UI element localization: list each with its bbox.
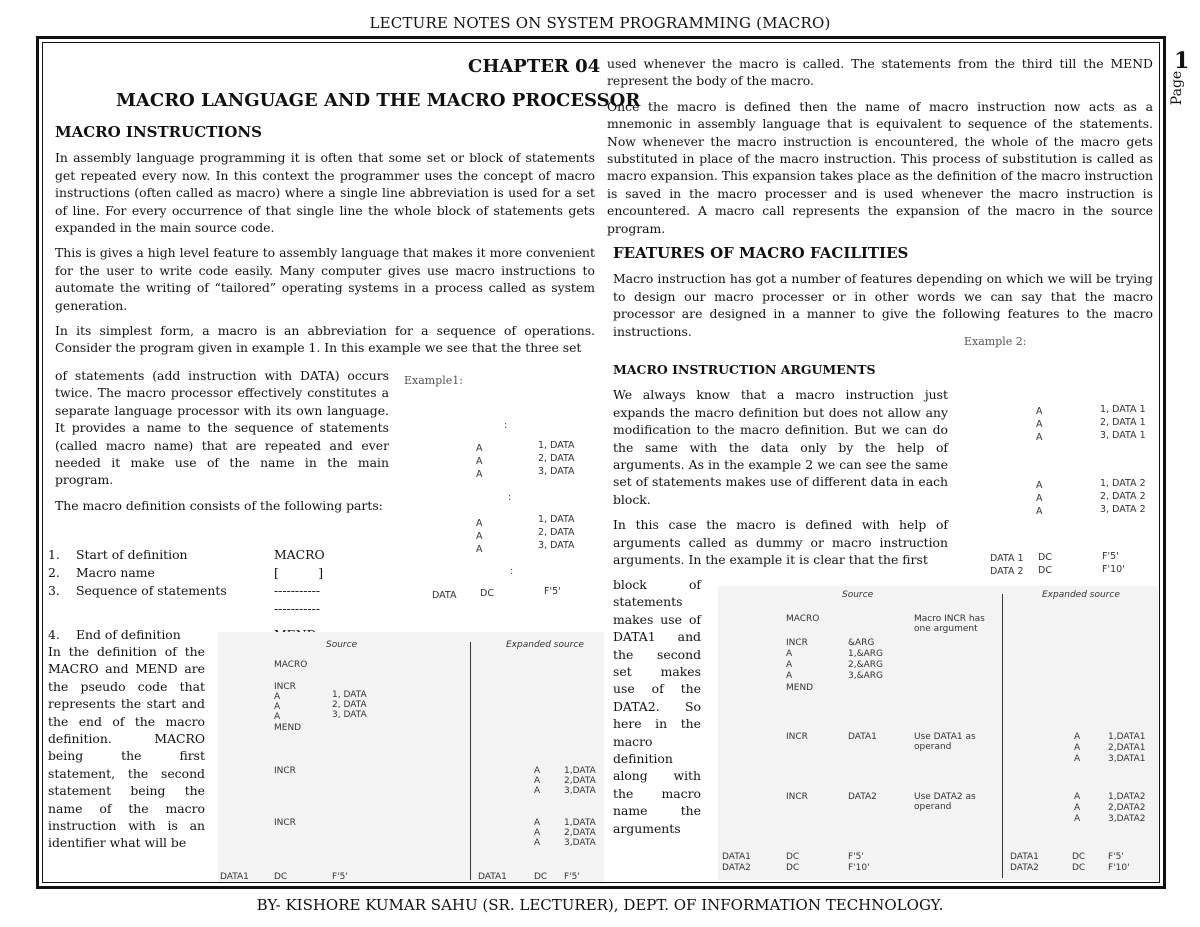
exp-op: A — [1074, 803, 1081, 813]
ex2-data-dc: DC — [1038, 565, 1052, 576]
def-op: A — [274, 692, 281, 702]
ex2-op: A — [1036, 506, 1043, 517]
ex1-op: A — [476, 456, 483, 467]
paragraph: used whenever the macro is called. The statements from the third till the MEND represent the body of the macro. — [607, 56, 1153, 89]
ex2-op: A — [1036, 493, 1043, 504]
exp-arg: 2,DATA1 — [1108, 743, 1146, 753]
list-item — [48, 600, 378, 618]
item-num: 3. — [48, 583, 60, 598]
def-arg: 2, DATA — [332, 700, 367, 710]
section-heading-features: FEATURES OF MACRO FACILITIES — [613, 244, 909, 263]
ex1-data-label: DATA — [432, 590, 457, 601]
paragraph: We always know that a macro instruction just expands the macro definition but does not allow any modification to the macro definition. But we can do the same with the data only by the help of arguments. As in the example 2 we can see the same set of statements makes use of different data in each block. — [613, 387, 948, 507]
mend-keyword: MEND — [274, 723, 302, 733]
ex1-op: A — [476, 544, 483, 555]
ex1-arg: 2, DATA — [538, 527, 575, 538]
exp-arg: 2,DATA — [564, 828, 596, 838]
ex2-arg: 3, DATA 1 — [1100, 430, 1146, 441]
paragraph: Macro instruction has got a number of features depending on which we will be trying to design our macro processer or in other words we can say that the macro processor are designed in a manner to give the following features to the macro instructions. — [613, 271, 1153, 339]
exp-op: A — [534, 766, 541, 776]
page-word: Page — [1169, 70, 1186, 106]
right-column-bottom — [613, 576, 701, 845]
ex2-op: A — [1036, 406, 1043, 417]
subheading-arguments: MACRO INSTRUCTION ARGUMENTS — [613, 362, 876, 377]
left-column-top — [55, 124, 595, 357]
exp-op: A — [1074, 754, 1081, 764]
data-label: DATA1 — [1010, 852, 1039, 862]
ellipsis: : — [504, 420, 508, 431]
call-note: Use DATA2 as operand — [914, 792, 976, 812]
data-dc: DC — [1072, 852, 1086, 862]
exp-arg: 1,DATA2 — [1108, 792, 1146, 802]
call-arg: DATA1 — [848, 732, 877, 742]
list-item — [48, 582, 378, 600]
def-op: A — [274, 712, 281, 722]
ex2-data-value: F'10' — [1102, 564, 1125, 575]
divider — [1002, 594, 1003, 878]
section-heading-macro-instructions: MACRO INSTRUCTIONS — [55, 123, 262, 141]
mend-keyword: MEND — [786, 683, 814, 693]
exp-op: A — [534, 786, 541, 796]
exp-op: A — [1074, 743, 1081, 753]
exp-arg: 3,DATA2 — [1108, 814, 1146, 824]
data-label: DATA2 — [722, 863, 751, 873]
def-op: A — [274, 702, 281, 712]
call-keyword: INCR — [786, 792, 808, 802]
macro-keyword: MACRO — [274, 660, 308, 670]
def-op: A — [786, 649, 793, 659]
data-label: DATA2 — [1010, 863, 1039, 873]
ex1-op: A — [476, 518, 483, 529]
def-arg: 3,&ARG — [848, 671, 883, 681]
ex2-arg: 2, DATA 1 — [1100, 417, 1146, 428]
data-value: F'10' — [1108, 863, 1130, 873]
item-num: 1. — [48, 547, 60, 562]
ex2-data-dc: DC — [1038, 552, 1052, 563]
ellipsis: : — [508, 492, 512, 503]
data-value: F'5' — [1108, 852, 1124, 862]
item-num: 2. — [48, 565, 60, 580]
def-arg: 1,&ARG — [848, 649, 883, 659]
call-note: Use DATA1 as operand — [914, 732, 976, 752]
ex1-arg: 2, DATA — [538, 453, 575, 464]
exp-arg: 1,DATA1 — [1108, 732, 1146, 742]
ex1-op: A — [476, 469, 483, 480]
exp-op: A — [534, 828, 541, 838]
data-dc: DC — [534, 872, 548, 882]
incr-keyword: INCR — [786, 638, 808, 648]
ex2-arg: 2, DATA 2 — [1100, 491, 1146, 502]
def-arg: 2,&ARG — [848, 660, 883, 670]
ex2-data-value: F'5' — [1102, 551, 1119, 562]
page-header: LECTURE NOTES ON SYSTEM PROGRAMMING (MACRO) — [369, 14, 831, 32]
macro-note: Macro INCR has one argument — [914, 614, 985, 634]
exp-arg: 3,DATA1 — [1108, 754, 1146, 764]
data-label: DATA1 — [722, 852, 751, 862]
ex2-arg: 1, DATA 1 — [1100, 404, 1146, 415]
scanned-figure-1 — [218, 632, 604, 882]
exp-op: A — [534, 776, 541, 786]
expanded-heading: Expanded source — [1042, 590, 1120, 600]
ellipsis: : — [510, 566, 514, 577]
item-value: MACRO — [274, 547, 325, 562]
page-number-label — [1170, 50, 1196, 120]
paragraph: This is gives a high level feature to assembly language that makes it more convenient for the user to write code easily. Many computer gives use macro instructions to automate the writing of “tailored” operating systems in a process called as system generation. — [55, 245, 595, 313]
data-value: F'5' — [564, 872, 580, 882]
exp-arg: 3,DATA — [564, 786, 596, 796]
data-value: F'5' — [332, 872, 348, 882]
ex2-op: A — [1036, 419, 1043, 430]
exp-arg: 2,DATA2 — [1108, 803, 1146, 813]
expanded-heading: Expanded source — [506, 640, 584, 650]
ex2-op: A — [1036, 480, 1043, 491]
exp-op: A — [1074, 814, 1081, 824]
ex1-op: A — [476, 531, 483, 542]
item-label: End of definition — [76, 627, 181, 642]
paragraph: Once the macro is defined then the name of macro instruction now acts as a mnemonic in assembly language that is equivalent to sequence of the statements. Now whenever the macro instruction is encountered, the whole of the macro gets substituted in place of the macro instruction. This process of substitution is called as macro expansion. This expansion takes place as the definition of the macro instruction is saved in the macro processer and is used whenever the macro instruction is encountered. A macro call represents the expansion of the macro in the source program. — [607, 98, 1153, 236]
exp-op: A — [534, 838, 541, 848]
item-value: [ ] — [274, 565, 324, 580]
ex2-op: A — [1036, 432, 1043, 443]
ex2-data-label: DATA 1 — [990, 553, 1024, 564]
example1-label: Example1: — [404, 374, 463, 387]
ex2-data-label: DATA 2 — [990, 566, 1024, 577]
data-label: DATA1 — [220, 872, 249, 882]
source-heading: Source — [326, 640, 358, 650]
item-value: ----------- — [274, 601, 321, 616]
scanned-figure-2 — [718, 586, 1158, 880]
paragraph: In its simplest form, a macro is an abbreviation for a sequence of operations. Consider the program given in example 1. In this example we see that the three set — [55, 323, 595, 356]
exp-op: A — [534, 818, 541, 828]
right-column-top — [607, 55, 1153, 348]
exp-op: A — [1074, 792, 1081, 802]
paragraph: The macro definition consists of the following parts: — [55, 497, 383, 513]
chapter-heading: CHAPTER 04 — [468, 56, 601, 77]
ex1-data-dc: DC — [480, 588, 494, 599]
item-label: Sequence of statements — [76, 583, 227, 598]
exp-arg: 1,DATA — [564, 818, 596, 828]
ex1-arg: 3, DATA — [538, 540, 575, 551]
exp-arg: 2,DATA — [564, 776, 596, 786]
example2-label: Example 2: — [964, 335, 1027, 348]
data-value: F'10' — [848, 863, 870, 873]
item-num: 4. — [48, 627, 60, 642]
ex2-arg: 3, DATA 2 — [1100, 504, 1146, 515]
ex2-arg: 1, DATA 2 — [1100, 478, 1146, 489]
item-label: Macro name — [76, 565, 155, 580]
page-footer: BY- KISHORE KUMAR SAHU (SR. LECTURER), DEPT. OF INFORMATION TECHNOLOGY. — [256, 896, 944, 914]
macro-keyword: MACRO — [786, 614, 820, 624]
data-label: DATA1 — [478, 872, 507, 882]
incr-keyword: INCR — [274, 818, 296, 828]
item-value: ----------- — [274, 583, 321, 598]
call-keyword: INCR — [786, 732, 808, 742]
data-dc: DC — [1072, 863, 1086, 873]
paragraph: In this case the macro is defined with help of arguments called as dummy or macro instruction arguments. In the example it is clear that the first — [613, 517, 948, 568]
data-dc: DC — [786, 852, 800, 862]
paragraph: In the definition of the MACRO and MEND are the pseudo code that represents the start and the end of the macro definition. MACRO being the first statement, the second statement being the name of the macro instruction with is an identifier what will be — [48, 644, 205, 851]
divider — [470, 642, 471, 880]
data-dc: DC — [274, 872, 288, 882]
incr-keyword: INCR — [274, 682, 296, 692]
macro-parts-list — [48, 546, 378, 644]
exp-arg: 1,DATA — [564, 766, 596, 776]
def-op: A — [786, 671, 793, 681]
source-heading: Source — [842, 590, 874, 600]
ex1-arg: 3, DATA — [538, 466, 575, 477]
list-item — [48, 546, 378, 564]
def-arg: 1, DATA — [332, 690, 367, 700]
def-op: A — [786, 660, 793, 670]
call-arg: DATA2 — [848, 792, 877, 802]
exp-arg: 3,DATA — [564, 838, 596, 848]
left-column-bottom — [48, 643, 205, 860]
paragraph: block of statements makes use of DATA1 and the second set makes use of the DATA2. So here in the macro definition along with the macro name the arguments — [613, 577, 701, 836]
ex1-arg: 1, DATA — [538, 514, 575, 525]
paragraph: of statements (add instruction with DATA) occurs twice. The macro processor effectively constitutes a separate language processor with its own language. It provides a name to the sequence of statements (called macro name) that are repeated and ever needed it make use of the name in the main program. — [55, 368, 389, 488]
ex1-data-value: F'5' — [544, 586, 561, 597]
incr-keyword: INCR — [274, 766, 296, 776]
right-column-mid — [613, 361, 948, 568]
data-value: F'5' — [848, 852, 864, 862]
item-label: Start of definition — [76, 547, 188, 562]
list-item — [48, 564, 378, 582]
exp-op: A — [1074, 732, 1081, 742]
chapter-title: MACRO LANGUAGE AND THE MACRO PROCESSOR — [116, 90, 641, 111]
def-arg: 3, DATA — [332, 710, 367, 720]
page-number: 1 — [1174, 48, 1190, 74]
paragraph: In assembly language programming it is often that some set or block of statements get repeated every now. In this context the programmer uses the concept of macro instructions (often called as macro) where a single line abbreviation is used for a set of line. For every occurrence of that single line the whole block of statements gets expanded in the main source code. — [55, 150, 595, 236]
data-dc: DC — [786, 863, 800, 873]
ex1-op: A — [476, 443, 483, 454]
left-column-mid — [55, 367, 389, 522]
ex1-arg: 1, DATA — [538, 440, 575, 451]
incr-arg: &ARG — [848, 638, 875, 648]
